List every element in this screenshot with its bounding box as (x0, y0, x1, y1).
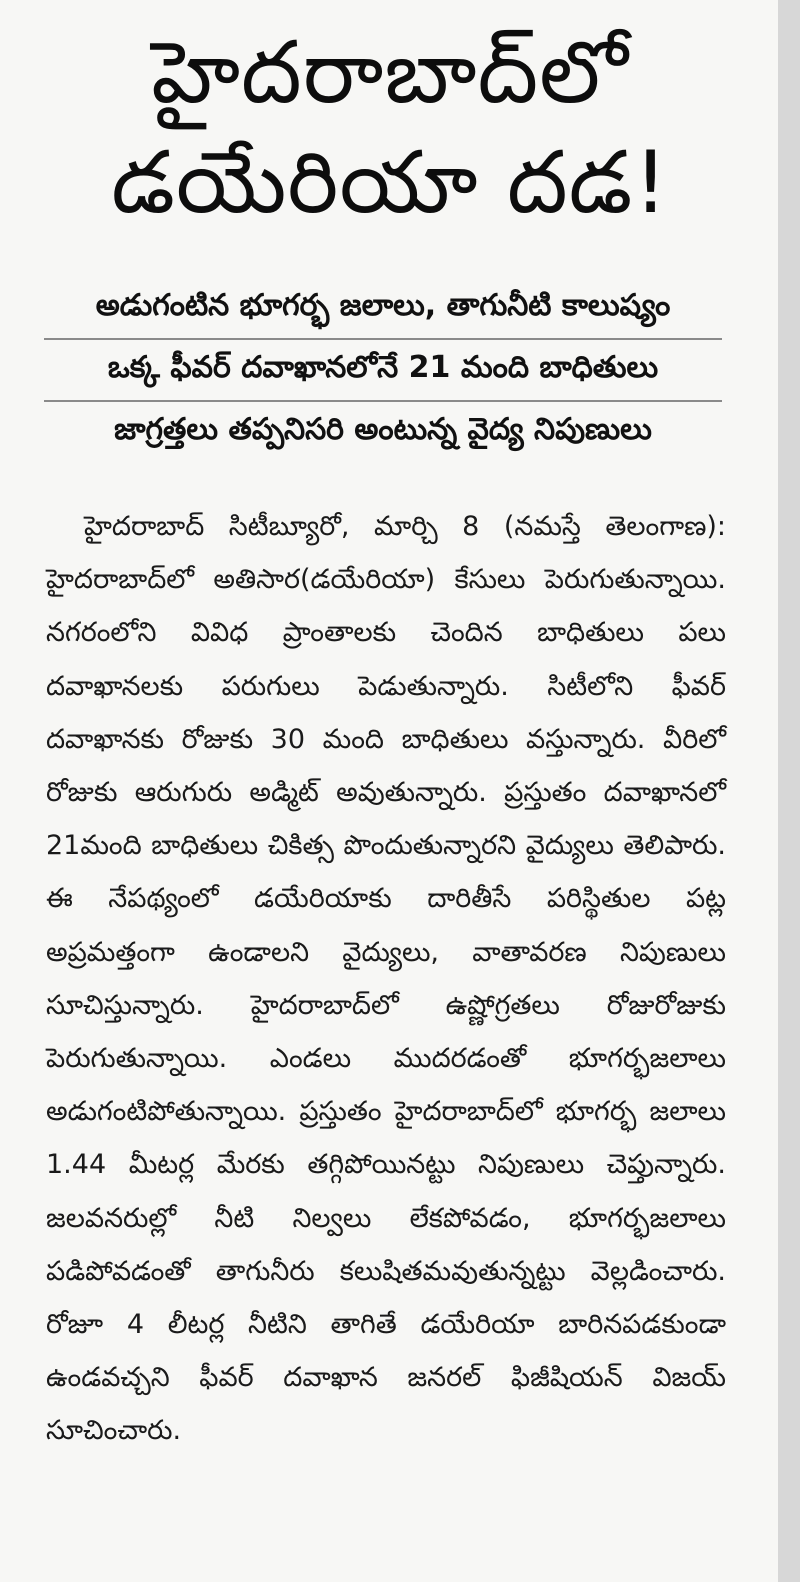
headline (30, 18, 750, 238)
headline-line-2: డయేరియా దడ! (111, 133, 669, 233)
article-body (46, 500, 726, 1458)
subheadline-3: జాగ్రత్తలు తప్పనిసరి అంటున్న వైద్య నిపుణులు (114, 412, 652, 447)
article-paragraph: హైదరాబాద్‌ సిటీబ్యూరో, మార్చి 8 (నమస్తే తెలంగాణ): హైదరాబాద్‌లో అతిసార(డయేరియా) కేసులు పెరుగుతున్నాయి. నగరంలోని వివిధ ప్రాంతాలకు చెందిన బాధితులు పలు దవాఖానలకు పరుగులు పెడుతున్నారు. సిటీలోని ఫీవర్‌ దవాఖానకు రోజుకు 30 మంది బాధితులు వస్తున్నారు. వీరిలో రోజుకు ఆరుగురు అడ్మిట్‌ అవుతున్నారు. ప్రస్తుతం దవాఖానలో 21మంది బాధితులు చికిత్స పొందుతున్నారని వైద్యులు తెలిపారు. ఈ నేపథ్యంలో డయేరియాకు దారితీసే పరిస్థితుల పట్ల అప్రమత్తంగా ఉండాలని వైద్యులు, వాతావరణ నిపుణులు సూచిస్తున్నారు. హైదరాబాద్‌లో ఉష్ణోగ్రతలు రోజురోజుకు పెరుగుతున్నాయి. ఎండలు ముదరడంతో భూగర్భజలాలు అడుగంటిపోతున్నాయి. ప్రస్తుతం హైదరాబాద్‌లో భూగర్భ జలాలు 1.44 మీటర్ల మేరకు తగ్గిపోయినట్టు నిపుణులు చెప్తున్నారు. జలవనరుల్లో నీటి నిల్వలు లేకపోవడం, భూగర్భజలాలు పడిపోవడంతో తాగునీరు కలుషితమవుతున్నట్టు వెల్లడించారు. రోజూ 4 లీటర్ల నీటిని తాగితే డయేరియా బారినపడకుండా ఉండవచ్చని ఫీవర్‌ దవాఖాన జనరల్‌ ఫిజీషియన్‌ విజయ్‌ సూచించారు. (46, 511, 726, 1447)
page-edge (778, 0, 800, 1582)
subheadline-2: ఒక్క ఫీవర్‌ దవాఖానలోనే 21 మంది బాధితులు (107, 350, 659, 385)
subheadlines (40, 278, 726, 462)
subheadline-1: అడుగంటిన భూగర్భ జలాలు, తాగునీటి కాలుష్యం (95, 288, 671, 323)
headline-line-1: హైదరాబాద్‌లో (151, 23, 629, 123)
